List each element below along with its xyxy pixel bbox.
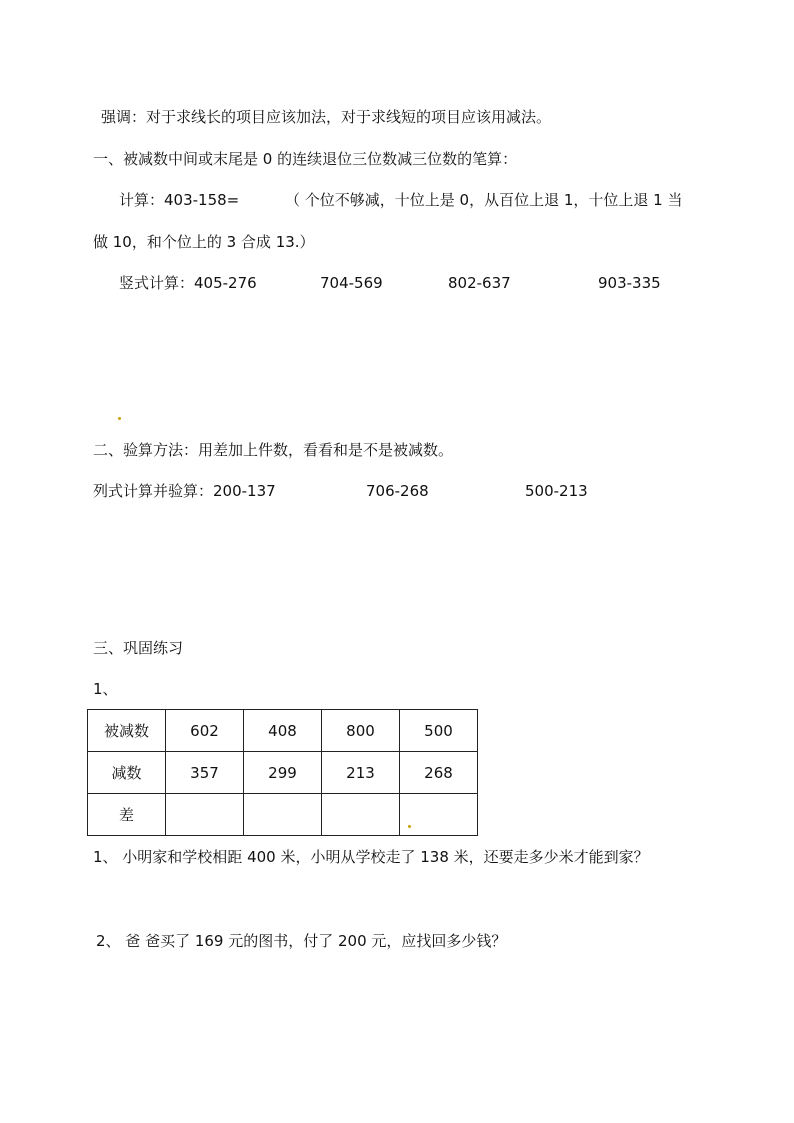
check-calc-label: 列式计算并验算：200-137	[93, 482, 276, 500]
table-cell: 213	[322, 752, 400, 794]
exercise-1-label: 1、	[93, 680, 118, 698]
calc-note-line-2: 做 10，和个位上的 3 合成 13.）	[93, 233, 315, 251]
row-header-subtrahend: 减数	[88, 752, 166, 794]
check-problem-1: 706-268	[366, 482, 429, 500]
stray-mark	[408, 825, 411, 828]
table-cell: 408	[244, 710, 322, 752]
stray-mark	[118, 417, 121, 420]
answer-cell[interactable]	[400, 794, 478, 836]
table-cell: 268	[400, 752, 478, 794]
calc-note-line-1: （ 个位不够减，十位上是 0，从百位上退 1，十位上退 1 当	[285, 191, 683, 209]
vertical-calc-label: 竖式计算：405-276	[119, 274, 257, 292]
word-problem-1: 1、 小明家和学校相距 400 米，小明从学校走了 138 米，还要走多少米才能到家？	[93, 848, 649, 866]
answer-cell[interactable]	[244, 794, 322, 836]
table-cell: 357	[166, 752, 244, 794]
check-problem-2: 500-213	[525, 482, 588, 500]
vertical-problem-3: 903-335	[598, 274, 661, 292]
section-3-title: 三、巩固练习	[93, 639, 184, 657]
row-header-minuend: 被减数	[88, 710, 166, 752]
table-cell: 800	[322, 710, 400, 752]
answer-cell[interactable]	[166, 794, 244, 836]
word-problem-2: 2、 爸 爸买了 169 元的图书，付了 200 元，应找回多少钱？	[96, 932, 507, 950]
section-2-title: 二、验算方法：用差加上件数，看看和是不是被减数。	[93, 441, 454, 459]
table-row	[88, 752, 478, 794]
table-cell: 500	[400, 710, 478, 752]
section-1-title: 一、被减数中间或末尾是 0 的连续退位三位数减三位数的笔算：	[93, 150, 518, 168]
subtraction-table	[87, 709, 478, 836]
calc-label: 计算：403-158=	[119, 191, 240, 209]
answer-cell[interactable]	[322, 794, 400, 836]
vertical-problem-2: 802-637	[448, 274, 511, 292]
row-header-difference: 差	[88, 794, 166, 836]
emphasis-note: 强调：对于求线长的项目应该加法，对于求线短的项目应该用减法。	[101, 108, 552, 126]
table-row	[88, 710, 478, 752]
table-row	[88, 794, 478, 836]
table-cell: 299	[244, 752, 322, 794]
table-cell: 602	[166, 710, 244, 752]
vertical-problem-1: 704-569	[320, 274, 383, 292]
